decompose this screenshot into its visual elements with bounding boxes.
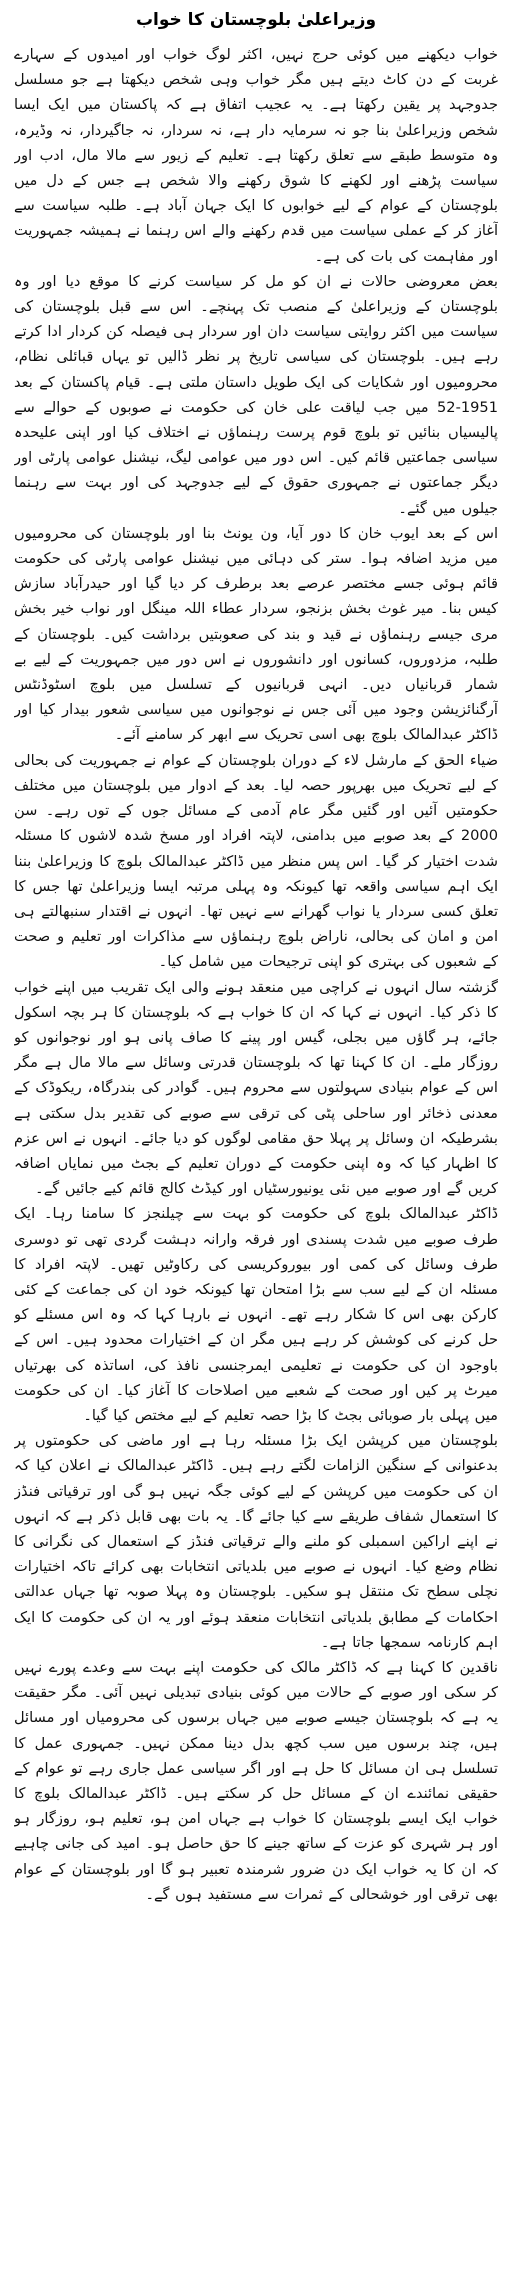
article-title: وزیراعلیٰ بلوچستان کا خواب xyxy=(135,10,377,30)
article-paragraph-2: بعض معروضی حالات نے ان کو مل کر سیاست کرنے کا موقع دیا اور وہ بلوچستان کے وزیراعلیٰ کے منصب تک پہنچے۔ اس سے قبل بلوچستان کی سیاست میں اکثر روایتی سیاست دان اور سردار ہی فیصلہ کن کردار ادا کرتے رہے ہیں۔ بلوچستان کی سیاسی تاریخ پر نظر ڈالیں تو یہاں قبائلی نظام، محرومیوں اور شکایات کی ایک طویل داستان ملتی ہے۔ قیام پاکستان کے بعد 1951-52 میں جب لیاقت علی خان کی حکومت نے صوبوں کے حوالے سے پالیسیاں بنائیں تو بلوچ قوم پرست رہنماؤں نے اختلاف کیا اور اپنی علیحدہ سیاسی جماعتیں قائم کیں۔ اس دور میں عوامی لیگ، نیشنل عوامی پارٹی اور دیگر جماعتوں نے جمہوری حقوق کے لیے جدوجہد کی اور بہت سے رہنما جیلوں میں گئے۔ xyxy=(14,272,498,517)
article-paragraph-7: بلوچستان میں کرپشن ایک بڑا مسئلہ رہا ہے اور ماضی کی حکومتوں پر بدعنوانی کے سنگین الزامات لگتے رہے ہیں۔ ڈاکٹر عبدالمالک نے اعلان کیا کہ ان کی حکومت میں کرپشن کے لیے کوئی جگہ نہیں ہو گی اور ترقیاتی فنڈز کا استعمال شفاف طریقے سے کیا جائے گا۔ یہ بات بھی قابل ذکر ہے کہ انہوں نے اپنے اراکین اسمبلی کو ملنے والے ترقیاتی فنڈز کے استعمال کی نگرانی کا نظام وضع کیا۔ انہوں نے صوبے میں بلدیاتی انتخابات بھی کرائے تاکہ اختیارات نچلی سطح تک منتقل ہو سکیں۔ بلوچستان وہ پہلا صوبہ تھا جہاں عدالتی احکامات کے مطابق بلدیاتی انتخابات منعقد ہوئے اور یہ ان کی حکومت کا ایک اہم کارنامہ سمجھا جاتا ہے۔ xyxy=(14,1432,498,1651)
article-paragraph-5: گزشتہ سال انہوں نے کراچی میں منعقد ہونے والی ایک تقریب میں اپنے خواب کا ذکر کیا۔ انہوں نے کہا کہ ان کا خواب ہے کہ بلوچستان کا ہر بچہ اسکول جائے، ہر گاؤں میں بجلی، گیس اور پینے کا صاف پانی ہو اور نوجوانوں کو روزگار ملے۔ ان کا کہنا تھا کہ بلوچستان قدرتی وسائل سے مالا مال ہے مگر اس کے عوام بنیادی سہولتوں سے محروم ہیں۔ گوادر کی بندرگاہ، ریکوڈک کے معدنی ذخائر اور ساحلی پٹی کی ترقی سے صوبے کی تقدیر بدل سکتی ہے بشرطیکہ ان وسائل پر پہلا حق مقامی لوگوں کو دیا جائے۔ انہوں نے اس عزم کا اظہار کیا کہ وہ اپنی حکومت کے دوران تعلیم کے بجٹ میں نمایاں اضافہ کریں گے اور صوبے میں نئی یونیورسٹیاں اور کیڈٹ کالج قائم کیے جائیں گے۔ xyxy=(14,978,498,1198)
article-paragraph-6: ڈاکٹر عبدالمالک بلوچ کی حکومت کو بہت سے چیلنجز کا سامنا رہا۔ ایک طرف صوبے میں شدت پسندی اور فرقہ وارانہ دہشت گردی تھی تو دوسری طرف وسائل کی کمی اور بیوروکریسی کی رکاوٹیں تھیں۔ لاپتہ افراد کا مسئلہ ان کے لیے سب سے بڑا امتحان تھا کیونکہ خود ان کی جماعت کے کئی کارکن بھی اس کا شکار رہے تھے۔ انہوں نے بارہا کہا کہ وہ اس مسئلے کو حل کرنے کی کوشش کر رہے ہیں مگر ان کے اختیارات محدود ہیں۔ اس کے باوجود ان کی حکومت نے تعلیمی ایمرجنسی نافذ کی، اساتذہ کی بھرتیاں میرٹ پر کیں اور صحت کے شعبے میں اصلاحات کا آغاز کیا۔ ان کی حکومت میں پہلی بار صوبائی بجٹ کا بڑا حصہ تعلیم کے لیے مختص کیا گیا۔ xyxy=(14,1205,498,1424)
article-body xyxy=(14,42,498,2285)
article-paragraph-1: خواب دیکھنے میں کوئی حرج نہیں، اکثر لوگ خواب اور امیدوں کے سہارے غربت کے دن کاٹ دیتے ہیں مگر خواب وہی شخص دیکھتا ہے جو مسلسل جدوجہد پر یقین رکھتا ہے۔ یہ عجیب اتفاق ہے کہ پاکستان میں ایک ایسا شخص وزیراعلیٰ بنا جو نہ سرمایہ دار ہے، نہ سردار، نہ جاگیردار، نہ وڈیرہ، وہ متوسط طبقے سے تعلق رکھتا ہے۔ تعلیم کے زیور سے مالا مال، ادب اور سیاست پڑھنے اور لکھنے کا شوق رکھنے والا شخص ہے جس کے دل میں بلوچستان کے عوام کے لیے خوابوں کا ایک جہان آباد ہے۔ طلبہ سیاست سے آغاز کر کے عملی سیاست میں قدم رکھنے والے اس رہنما نے ہمیشہ جمہوریت اور مفاہمت کی بات کی ہے۔ xyxy=(14,46,498,265)
article-paragraph-3: اس کے بعد ایوب خان کا دور آیا، ون یونٹ بنا اور بلوچستان کی محرومیوں میں مزید اضافہ ہوا۔ ستر کی دہائی میں نیشنل عوامی پارٹی کی حکومت قائم ہوئی جسے مختصر عرصے بعد برطرف کر دیا گیا اور حیدرآباد سازش کیس بنا۔ میر غوث بخش بزنجو، سردار عطاء اللہ مینگل اور نواب خیر بخش مری جیسے رہنماؤں نے قید و بند کی صعوبتیں برداشت کیں۔ بلوچستان کے طلبہ، مزدوروں، کسانوں اور دانشوروں نے اس دور میں جمہوریت کے لیے بے شمار قربانیاں دیں۔ انہی قربانیوں کے تسلسل میں بلوچ اسٹوڈنٹس آرگنائزیشن وجود میں آئی جس نے نوجوانوں میں سیاسی شعور بیدار کیا اور ڈاکٹر عبدالمالک بلوچ بھی اسی تحریک سے ابھر کر سامنے آئے۔ xyxy=(14,524,498,744)
article-paragraph-8: ناقدین کا کہنا ہے کہ ڈاکٹر مالک کی حکومت اپنے بہت سے وعدے پورے نہیں کر سکی اور صوبے کے حالات میں کوئی بنیادی تبدیلی نہیں آئی۔ مگر حقیقت یہ ہے کہ بلوچستان جیسے صوبے میں جہاں برسوں کی محرومیاں اور مسائل ہیں، چند برسوں میں سب کچھ بدل دینا ممکن نہیں۔ جمہوری عمل کا تسلسل ہی ان مسائل کا حل ہے اور اگر سیاسی عمل جاری رہے تو عوام کے حقیقی نمائندے ان کے مسائل حل کر سکتے ہیں۔ ڈاکٹر عبدالمالک بلوچ کا خواب ایک ایسے بلوچستان کا خواب ہے جہاں امن ہو، تعلیم ہو، روزگار ہو اور ہر شہری کو عزت کے ساتھ جینے کا حق حاصل ہو۔ امید کی جانی چاہیے کہ ان کا یہ خواب ایک دن ضرور شرمندہ تعبیر ہو گا اور بلوچستان کے عوام بھی ترقی اور خوشحالی کے ثمرات سے مستفید ہوں گے۔ xyxy=(14,1659,498,1903)
article-paragraph-4: ضیاء الحق کے مارشل لاء کے دوران بلوچستان کے عوام نے جمہوریت کی بحالی کے لیے تحریک میں بھرپور حصہ لیا۔ بعد کے ادوار میں بلوچستان میں مختلف حکومتیں آئیں اور گئیں مگر عام آدمی کے مسائل جوں کے توں رہے۔ سن 2000 کے بعد صوبے میں بدامنی، لاپتہ افراد اور مسخ شدہ لاشوں کا مسئلہ شدت اختیار کر گیا۔ اس پس منظر میں ڈاکٹر عبدالمالک بلوچ کا وزیراعلیٰ بننا ایک اہم سیاسی واقعہ تھا کیونکہ وہ پہلی مرتبہ ایسا وزیراعلیٰ تھا جس کا تعلق کسی سردار یا نواب گھرانے سے نہیں تھا۔ انہوں نے اقتدار سنبھالتے ہی امن و امان کی بحالی، ناراض بلوچ رہنماؤں سے مذاکرات اور تعلیم و صحت کے شعبوں کی بہتری کو اپنی ترجیحات میں شامل کیا۔ xyxy=(14,751,498,971)
